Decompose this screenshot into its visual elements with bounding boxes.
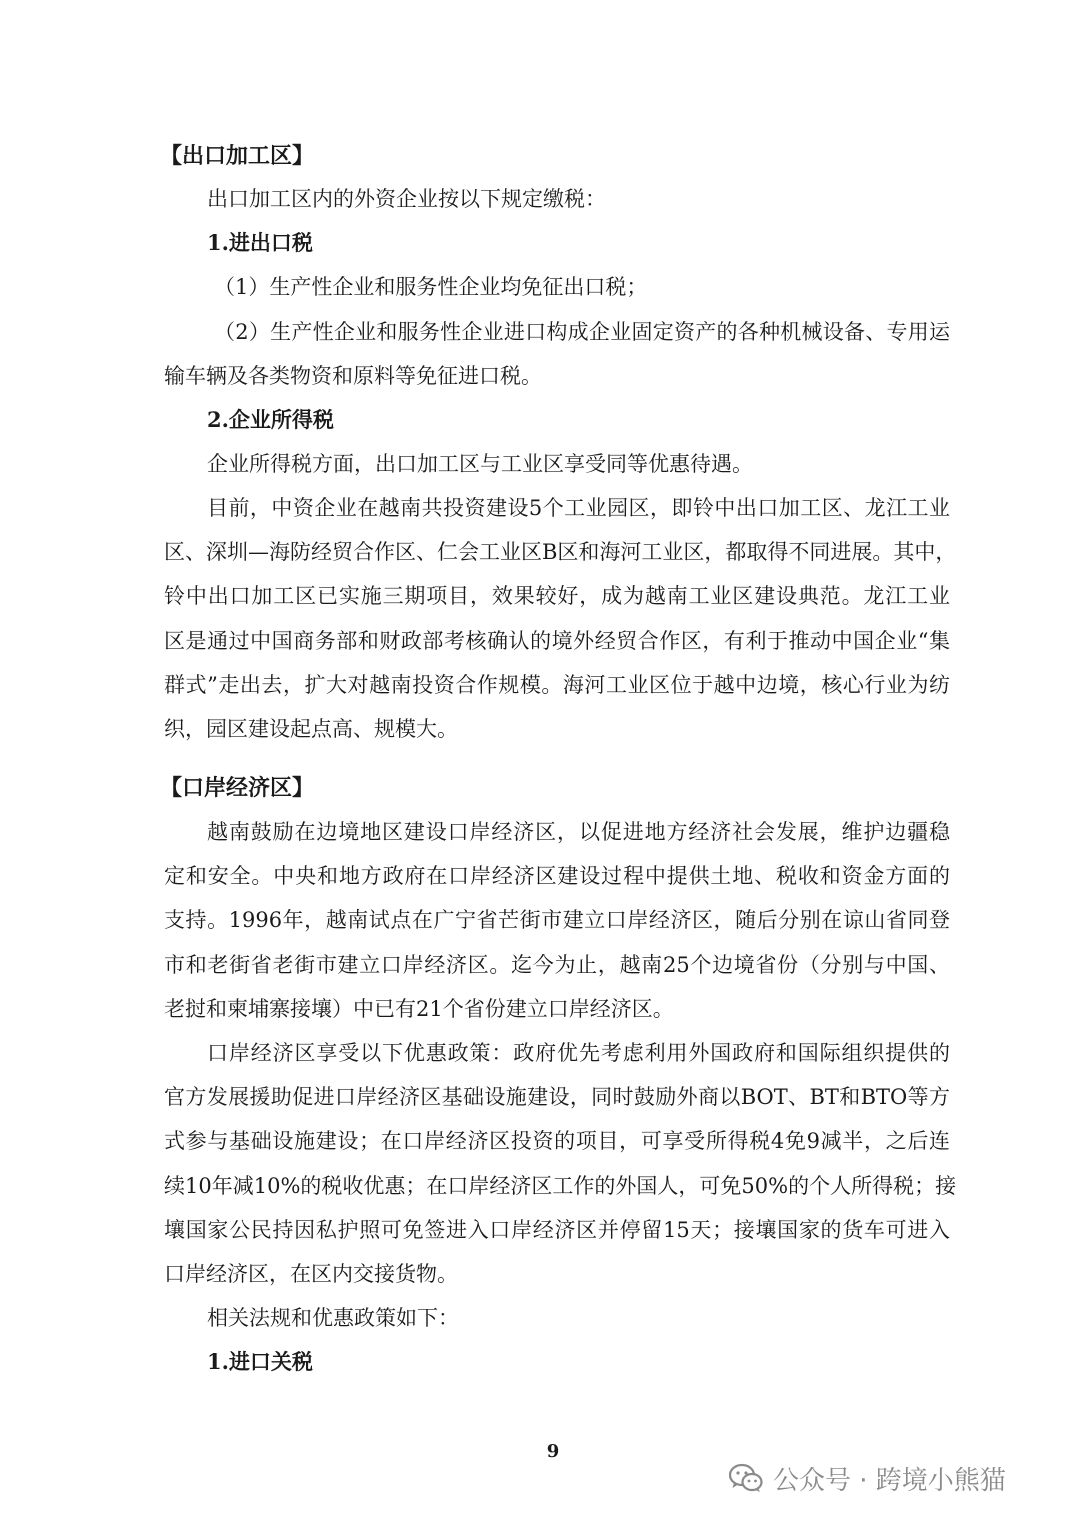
paragraph-tax: 企业所得税方面，出口加工区与工业区享受同等优惠待遇。	[207, 452, 753, 476]
paragraph-border-line-4: 市和老街省老街市建立口岸经济区。迄今为止，越南25个边境省份（分别与中国、	[164, 953, 950, 977]
paragraph-policy-line-5: 壤国家公民持因私护照可免签进入口岸经济区并停留15天；接壤国家的货车可进入	[164, 1218, 950, 1242]
paragraph-policy-line-3: 式参与基础设施建设；在口岸经济区投资的项目，可享受所得税4免9减半，之后连	[164, 1129, 950, 1153]
paragraph-current-line-2: 区、深圳—海防经贸合作区、仁会工业区B区和海河工业区，都取得不同进展。其中，	[164, 540, 957, 564]
list-item-2-line-1: （2）生产性企业和服务性企业进口构成企业固定资产的各种机械设备、专用运	[214, 320, 950, 344]
paragraph-current-line-1: 目前，中资企业在越南共投资建设5个工业园区，即铃中出口加工区、龙江工业	[207, 496, 950, 520]
paragraph-current-line-6: 织，园区建设起点高、规模大。	[164, 717, 458, 741]
paragraph-current-line-3: 铃中出口加工区已实施三期项目，效果较好，成为越南工业区建设典范。龙江工业	[164, 584, 950, 608]
paragraph-policy-line-6: 口岸经济区，在区内交接货物。	[164, 1262, 458, 1286]
paragraph-border-line-2: 定和安全。中央和地方政府在口岸经济区建设过程中提供土地、税收和资金方面的	[164, 864, 950, 888]
page-number: 9	[546, 1441, 560, 1462]
watermark	[729, 1458, 1006, 1498]
paragraph-current-line-4: 区是通过中国商务部和财政部考核确认的境外经贸合作区，有利于推动中国企业“集	[164, 629, 950, 653]
paragraph-policy-line-1: 口岸经济区享受以下优惠政策：政府优先考虑利用外国政府和国际组织提供的	[207, 1041, 950, 1065]
list-item-2-line-2: 输车辆及各类物资和原料等免征进口税。	[164, 364, 542, 388]
wechat-icon	[729, 1463, 763, 1493]
paragraph-border-line-3: 支持。1996年，越南试点在广宁省芒街市建立口岸经济区，随后分别在谅山省同登	[164, 908, 950, 932]
subheading-import-export-tax: 1.进出口税	[207, 230, 313, 255]
section-heading-border-economic-zone: 【口岸经济区】	[160, 775, 315, 801]
paragraph-current-line-5: 群式”走出去，扩大对越南投资合作规模。海河工业区位于越中边境，核心行业为纺	[164, 673, 950, 697]
section-heading-export-processing-zone: 【出口加工区】	[160, 143, 315, 169]
watermark-text: 公众号 · 跨境小熊猫	[773, 1465, 1006, 1496]
paragraph-intro: 出口加工区内的外资企业按以下规定缴税：	[207, 187, 606, 211]
list-item-1: （1）生产性企业和服务性企业均免征出口税；	[214, 275, 648, 299]
paragraph-regulations-intro: 相关法规和优惠政策如下：	[207, 1306, 459, 1330]
subheading-corporate-income-tax: 2.企业所得税	[207, 407, 334, 432]
paragraph-border-line-1: 越南鼓励在边境地区建设口岸经济区，以促进地方经济社会发展，维护边疆稳	[207, 820, 950, 844]
paragraph-border-line-5: 老挝和柬埔寨接壤）中已有21个省份建立口岸经济区。	[164, 997, 674, 1021]
paragraph-policy-line-4: 续10年减10%的税收优惠；在口岸经济区工作的外国人，可免50%的个人所得税；接	[164, 1174, 957, 1198]
paragraph-policy-line-2: 官方发展援助促进口岸经济区基础设施建设，同时鼓励外商以BOT、BT和BTO等方	[164, 1085, 950, 1109]
subheading-import-tariff: 1.进口关税	[207, 1349, 313, 1374]
